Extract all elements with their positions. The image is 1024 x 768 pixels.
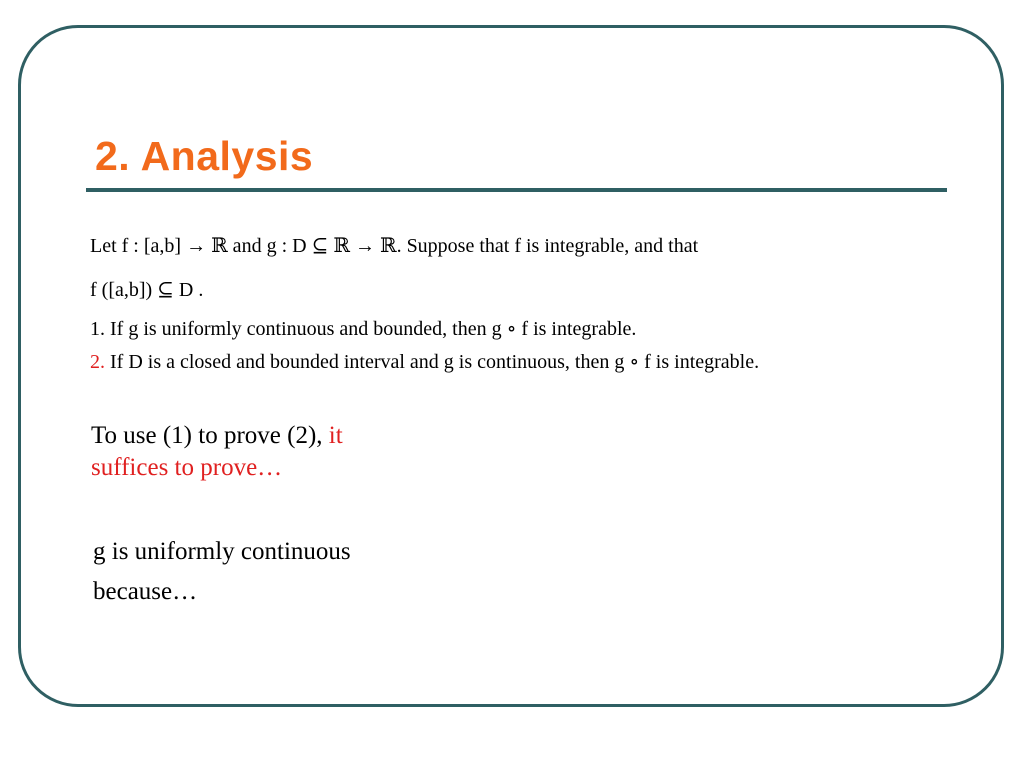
statement-item-2 <box>90 350 759 374</box>
prompt-line-1 <box>91 421 343 451</box>
statement-item-1: 1. If g is uniformly continuous and bounded, then g ∘ f is integrable. <box>90 318 637 340</box>
prompt-red-text: it <box>328 422 343 449</box>
item-2-text: If D is a closed and bounded interval and g is continuous, then g ∘ f is integrable. <box>105 351 760 373</box>
title-underline <box>86 188 947 192</box>
answer-line-1: g is uniformly continuous <box>93 538 351 565</box>
prompt-black-text: To use (1) to prove (2), <box>91 422 329 449</box>
statement-line-1: Let f : [a,b] → ℝ and g : D ⊆ ℝ → ℝ. Suppose that f is integrable, and that <box>90 235 699 257</box>
item-2-number: 2. <box>90 351 105 373</box>
slide-title: 2. Analysis <box>95 133 314 179</box>
prompt-line-2: suffices to prove… <box>91 454 283 481</box>
answer-line-2: because… <box>93 578 198 605</box>
statement-line-2: f ([a,b]) ⊆ D . <box>90 279 204 301</box>
